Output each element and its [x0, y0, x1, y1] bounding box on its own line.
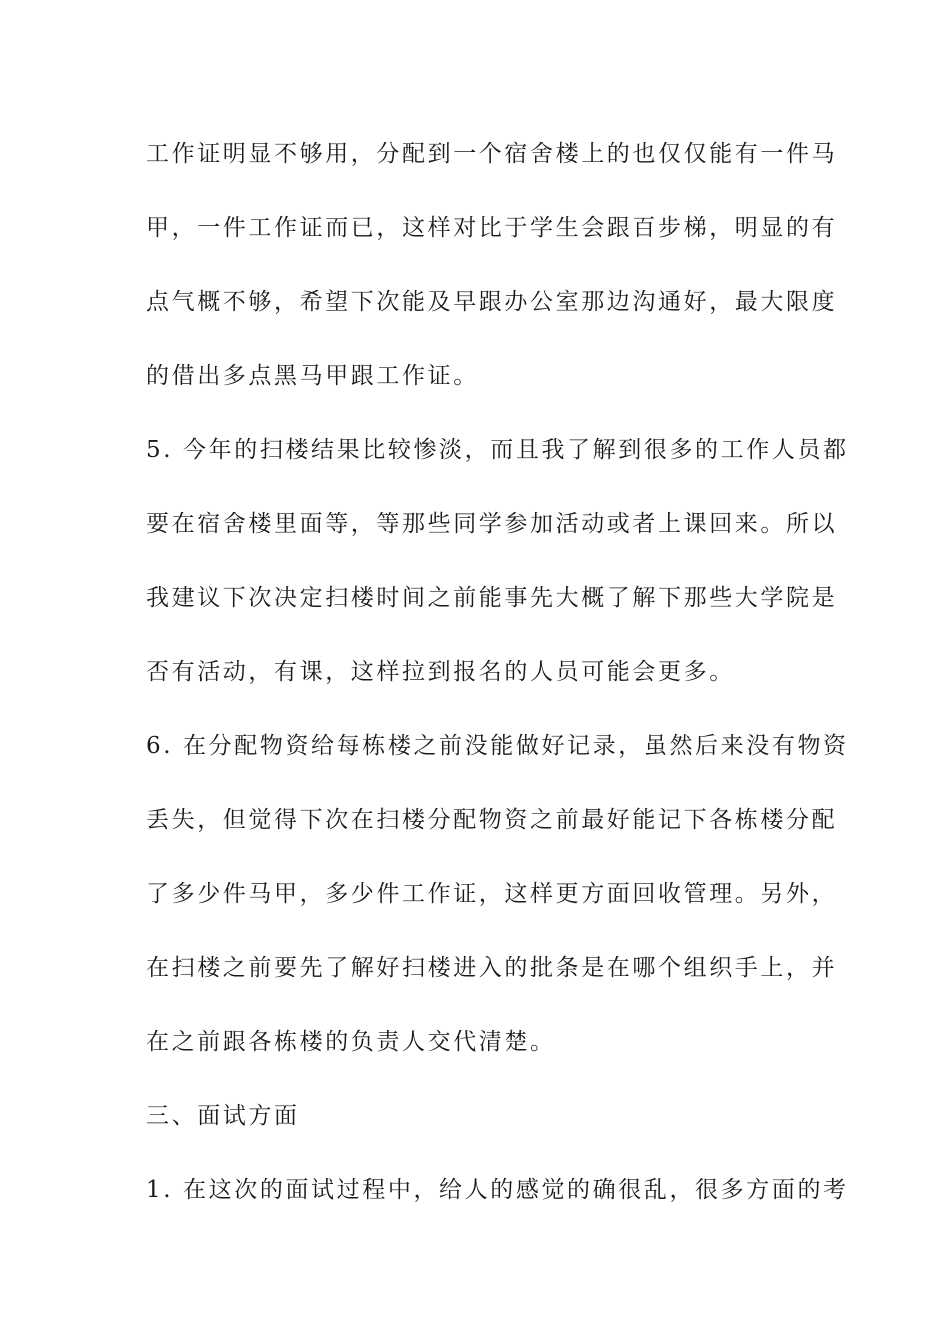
paragraph-line: 我建议下次决定扫楼时间之前能事先大概了解下那些大学院是 — [146, 585, 838, 611]
paragraph-line: 否有活动，有课，这样拉到报名的人员可能会更多。 — [146, 659, 735, 685]
paragraph-line: 要在宿舍楼里面等，等那些同学参加活动或者上课回来。所以 — [146, 511, 838, 537]
paragraph-line: 甲，一件工作证而已，这样对比于学生会跟百步梯，明显的有 — [146, 215, 838, 241]
paragraph-line: 在扫楼之前要先了解好扫楼进入的批条是在哪个组织手上，并 — [146, 955, 838, 981]
paragraph-line: 了多少件马甲，多少件工作证，这样更方面回收管理。另外， — [146, 881, 838, 907]
paragraph-line: 丢失，但觉得下次在扫楼分配物资之前最好能记下各栋楼分配 — [146, 807, 838, 833]
paragraph-line: 点气概不够，希望下次能及早跟办公室那边沟通好，最大限度 — [146, 289, 838, 315]
list-item-6-line: 6. 在分配物资给每栋楼之前没能做好记录，虽然后来没有物资 — [146, 733, 849, 759]
paragraph-line: 工作证明显不够用，分配到一个宿舍楼上的也仅仅能有一件马 — [146, 141, 838, 167]
paragraph-line: 的借出多点黑马甲跟工作证。 — [146, 363, 479, 389]
list-item-5-line: 5. 今年的扫楼结果比较惨淡，而且我了解到很多的工作人员都 — [146, 437, 849, 463]
paragraph-line: 在之前跟各栋楼的负责人交代清楚。 — [146, 1029, 556, 1055]
section-heading: 三、面试方面 — [146, 1103, 300, 1129]
list-item-1-line: 1. 在这次的面试过程中，给人的感觉的确很乱，很多方面的考 — [146, 1177, 849, 1203]
